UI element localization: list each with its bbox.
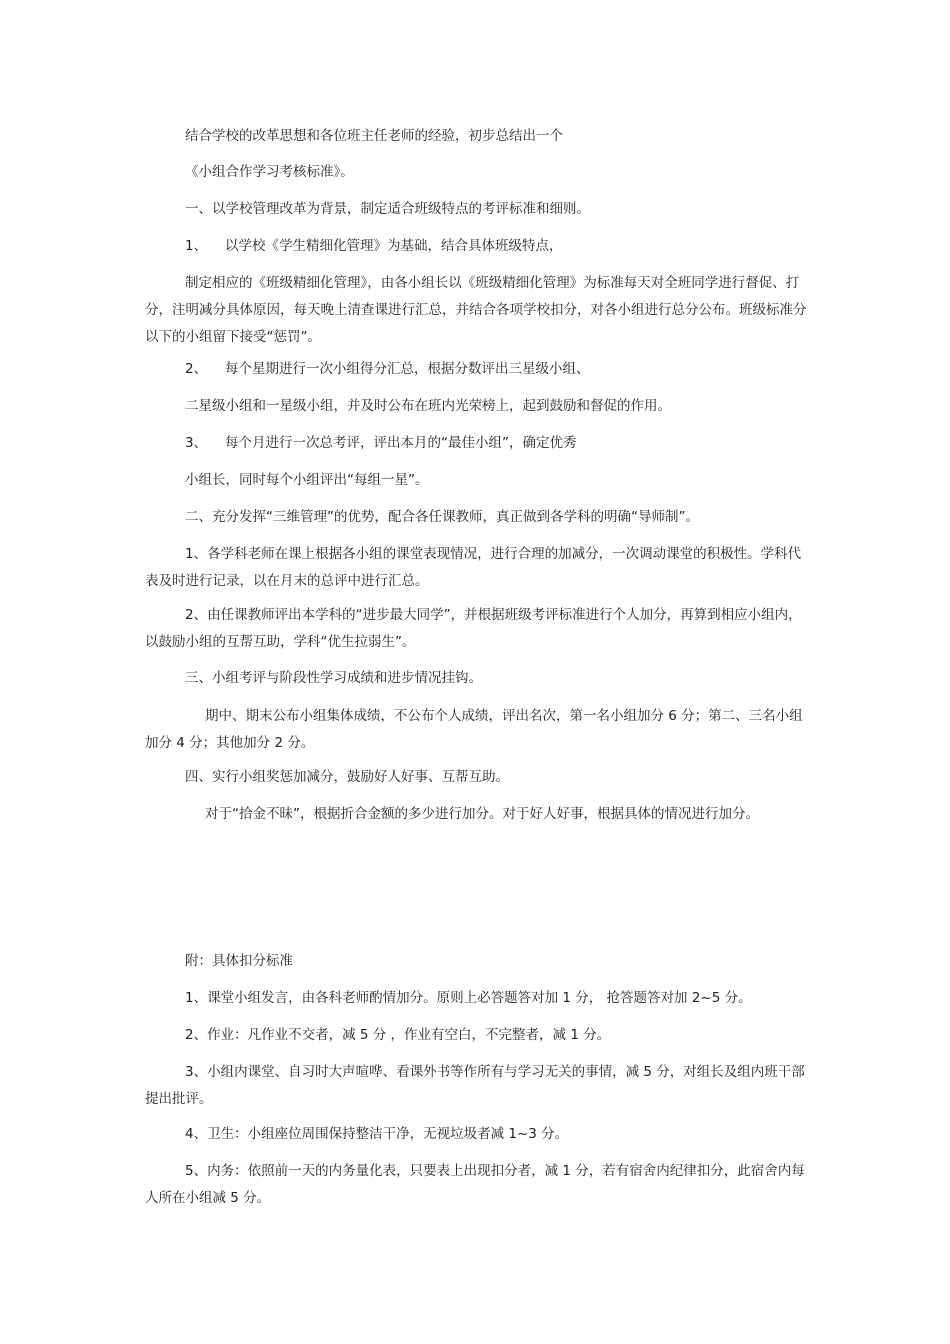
appendix-rule-3 xyxy=(145,1059,810,1113)
paragraph-text: 3、小组内课堂、自习时大声喧哗、看课外书等作所有与学习无关的事情，减 5 分，对组长及组内班干部提出批评。 xyxy=(145,1064,805,1107)
item-text: 以学校《学生精细化管理》为基础，结合具体班级特点， xyxy=(225,238,563,254)
section-1-item-3 xyxy=(185,430,810,457)
item-text: 每个星期进行一次小组得分汇总，根据分数评出三星级小组、 xyxy=(225,361,590,377)
paragraph-text: 1、各学科老师在课上根据各小组的课堂表现情况，进行合理的加减分，一次调动课堂的积极性。学科代表及时进行记录，以在月末的总评中进行汇总。 xyxy=(145,546,802,589)
paragraph-text: 2、由任课教师评出本学科的“进步最大同学”，并根据班级考评标准进行个人加分，再算到相应小组内，以鼓励小组的互帮互助，学科“优生拉弱生”。 xyxy=(145,607,802,650)
section-1-heading: 一、以学校管理改革为背景，制定适合班级特点的考评标准和细则。 xyxy=(185,201,590,217)
section-3-heading: 三、小组考评与阶段性学习成绩和进步情况挂钩。 xyxy=(185,670,482,686)
item-text: 每个月进行一次总考评，评出本月的“最佳小组”，确定优秀 xyxy=(225,435,577,451)
section-1-item-2-continuation: 二星级小组和一星级小组，并及时公布在班内光荣榜上，起到鼓励和督促的作用。 xyxy=(185,398,671,414)
section-1-item-1 xyxy=(185,233,810,260)
item-number: 3、 xyxy=(185,435,208,451)
appendix-heading: 附：具体扣分标准 xyxy=(185,953,293,969)
section-1-item-3-continuation: 小组长，同时每个小组评出“每组一星”。 xyxy=(185,472,429,488)
intro-line-1: 结合学校的改革思想和各位班主任老师的经验，初步总结出一个 xyxy=(185,128,563,144)
item-number: 2、 xyxy=(185,361,208,377)
paragraph-text: 期中、期末公布小组集体成绩，不公布个人成绩，评出名次，第一名小组加分 6 分；第二、三名小组加分 4 分；其他加分 2 分。 xyxy=(145,708,803,751)
section-4-heading: 四、实行小组奖惩加减分，鼓励好人好事、互帮互助。 xyxy=(185,769,509,785)
paragraph-text: 制定相应的《班级精细化管理》，由各小组长以《班级精细化管理》为标准每天对全班同学进行督促、打分，注明减分具体原因，每天晚上清查课进行汇总，并结合各项学校扣分，对各小组进行总分公布。班级标准分以下的小组留下接受“惩罚”。 xyxy=(145,275,807,345)
section-2-heading: 二、充分发挥“三维管理”的优势，配合各任课教师，真正做到各学科的明确“导师制”。 xyxy=(185,509,699,525)
intro-line-2: 《小组合作学习考核标准》。 xyxy=(185,164,354,180)
section-4-paragraph-1: 对于“拾金不昧”，根据折合金额的多少进行加分。对于好人好事，根据具体的情况进行加分。 xyxy=(205,806,759,822)
section-2-paragraph-1 xyxy=(145,541,810,595)
appendix-rule-1: 1、课堂小组发言，由各科老师酌情加分。原则上必答题答对加 1 分， 抢答题答对加 2~5 分。 xyxy=(185,990,752,1006)
paragraph-text: 5、内务：依照前一天的内务量化表，只要表上出现扣分者，减 1 分，若有宿舍内纪律扣分，此宿舍内每人所在小组减 5 分。 xyxy=(145,1163,805,1206)
section-1-item-2 xyxy=(185,356,810,383)
appendix-rule-5 xyxy=(145,1158,810,1212)
appendix-rule-4: 4、卫生：小组座位周围保持整洁干净，无视垃圾者减 1~3 分。 xyxy=(185,1126,569,1142)
section-1-item-1-continuation xyxy=(145,270,810,351)
section-3-paragraph-1 xyxy=(145,703,810,757)
appendix-rule-2: 2、作业：凡作业不交者，减 5 分 ，作业有空白，不完整者，减 1 分。 xyxy=(185,1027,611,1043)
item-number: 1、 xyxy=(185,238,208,254)
section-2-paragraph-2 xyxy=(145,602,810,656)
